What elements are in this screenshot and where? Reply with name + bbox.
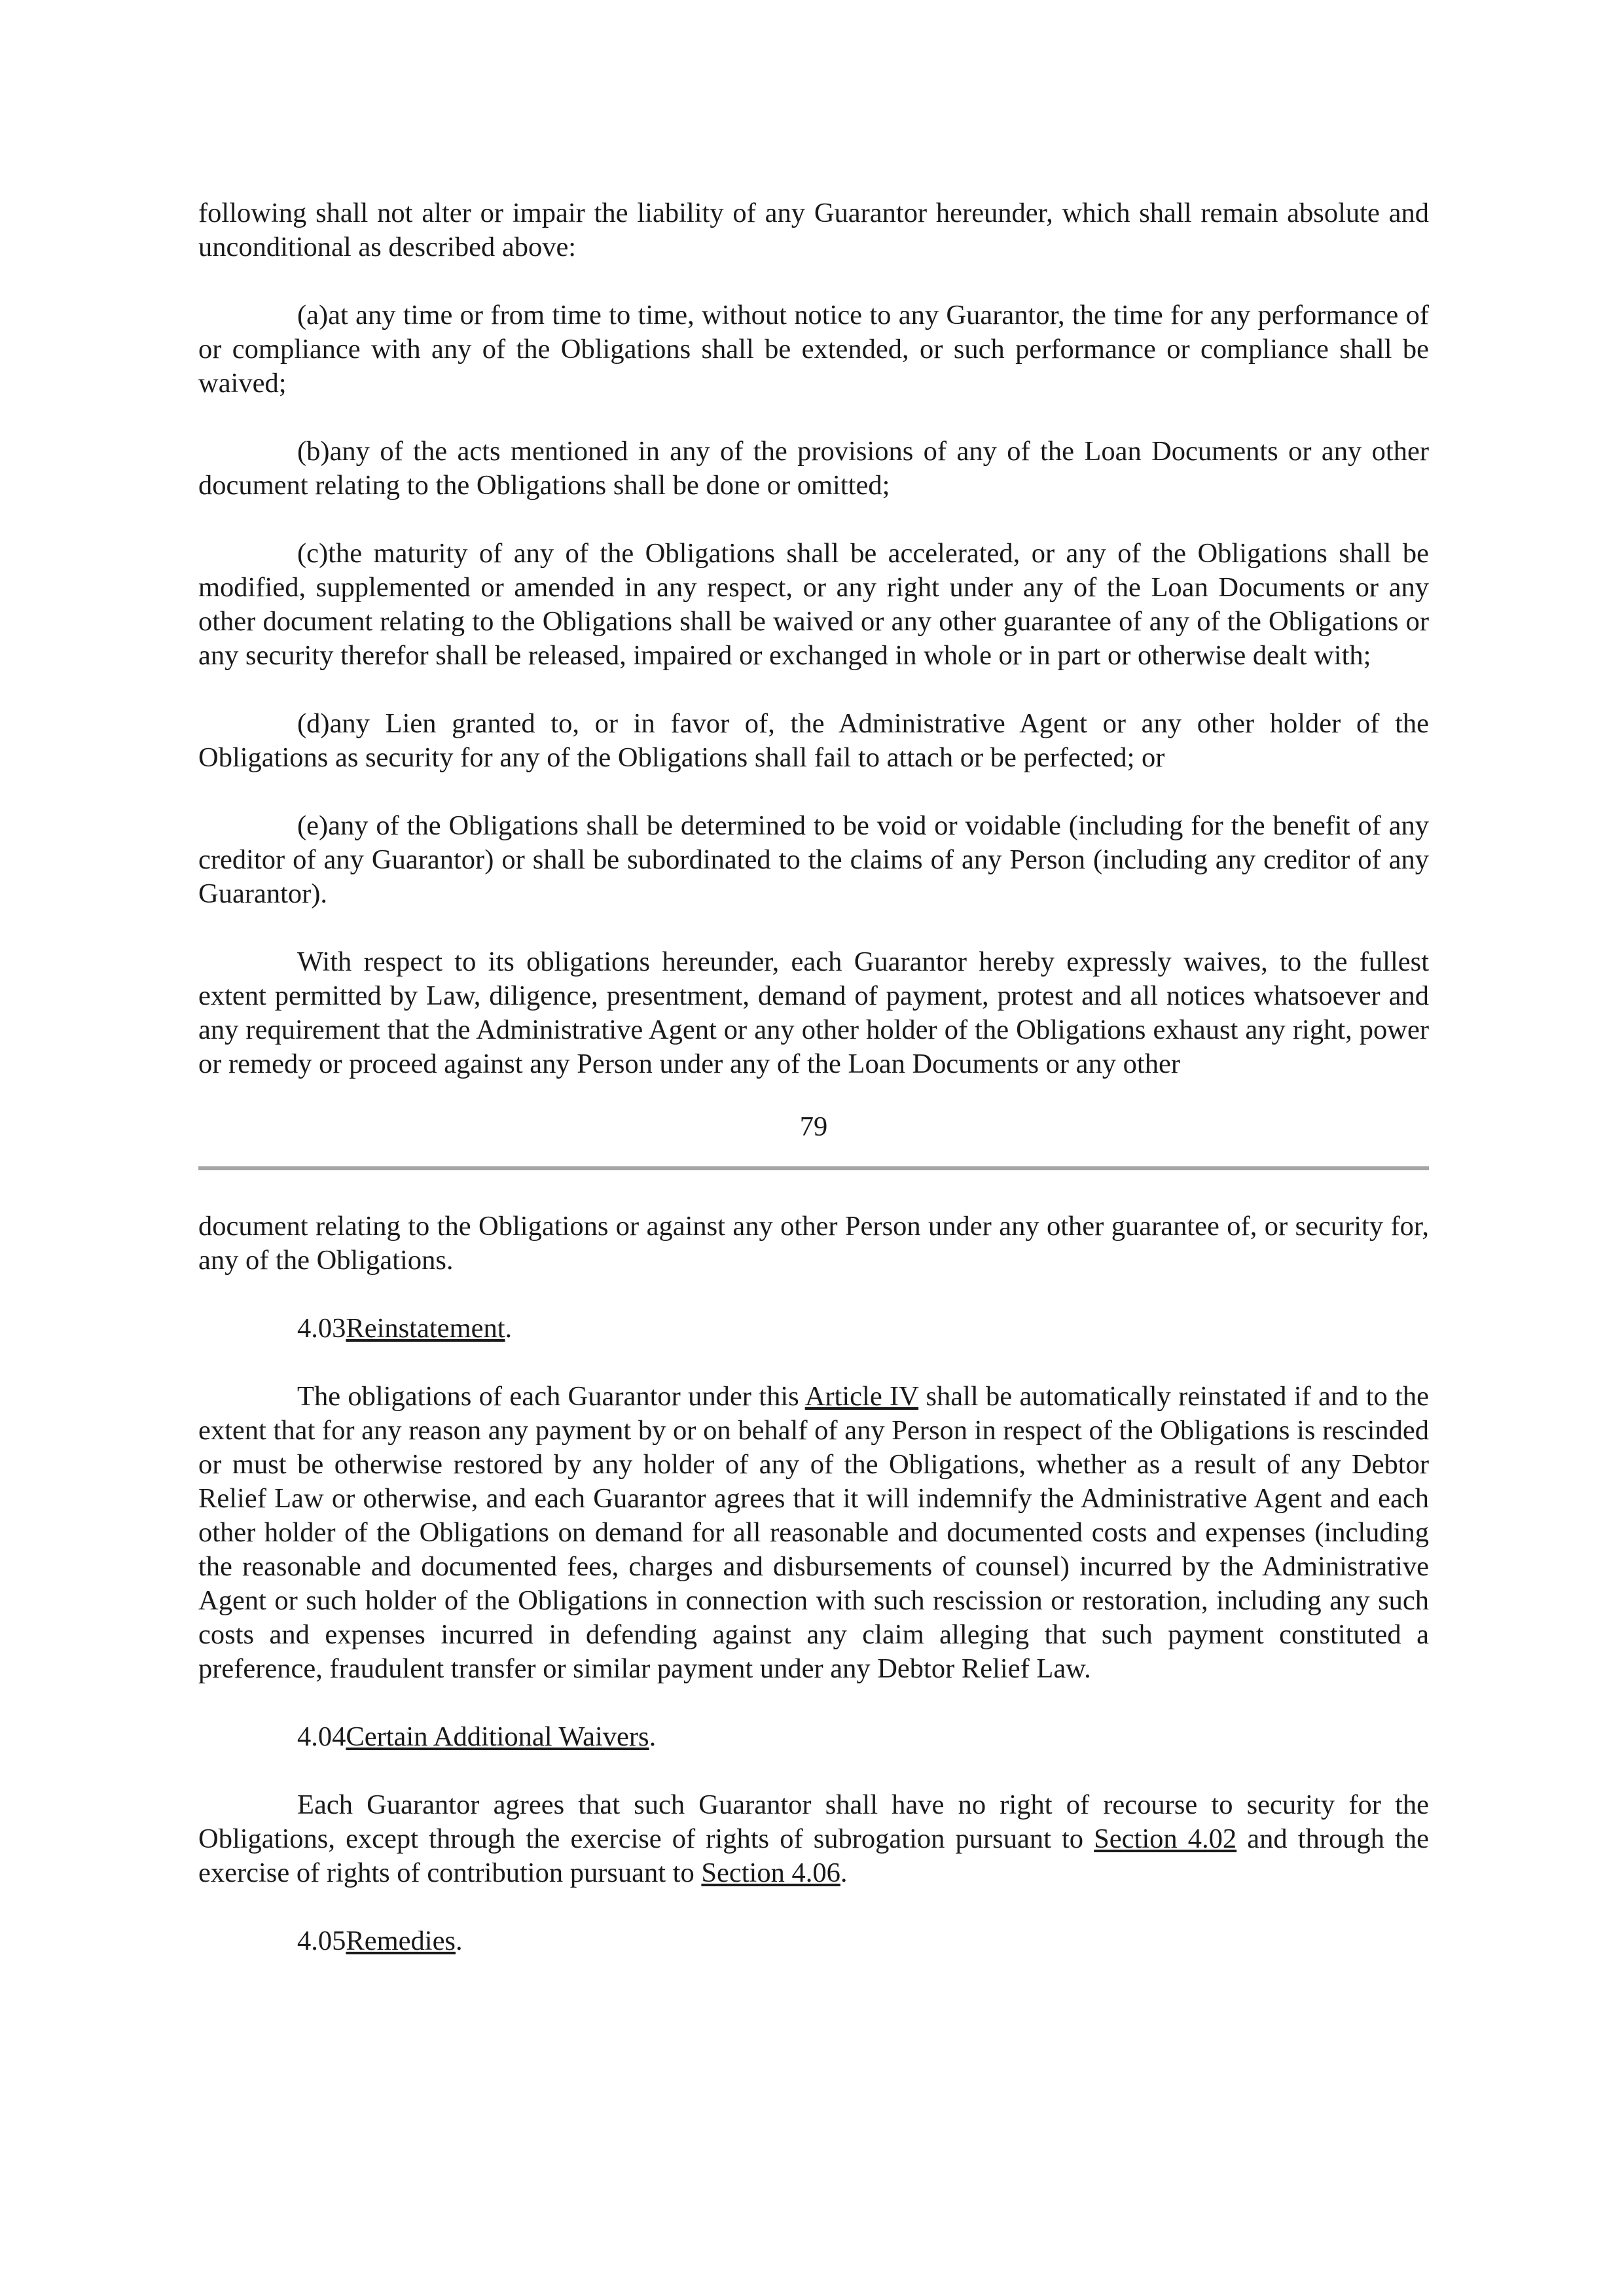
lead-paragraph: following shall not alter or impair the liability of any Guarantor hereunder, which shall remain absolute and unconditional as described above: — [198, 198, 1429, 262]
clause-label: (b) — [297, 436, 330, 467]
page-number: 79 — [799, 1111, 828, 1142]
section-number: 4.03 — [297, 1313, 346, 1344]
article-iv-link[interactable]: Article IV — [804, 1381, 919, 1412]
clause-label: (a) — [297, 300, 329, 331]
heading-period: . — [455, 1926, 463, 1956]
section-4-03-body — [198, 1380, 1429, 1686]
document-page — [198, 196, 1429, 1992]
section-heading-4-05 — [198, 1924, 1429, 1958]
clause-label: (d) — [297, 708, 330, 739]
section-number: 4.04 — [297, 1721, 346, 1752]
section-heading-4-04 — [198, 1720, 1429, 1754]
clause-text: the maturity of any of the Obligations shall be accelerated, or any of the Obligations shall be modified, supplemented or amended in any respect, or any right under any of the Loan Documents or any other document relating to the Obligations shall be waived or any other guarantee of any of the Obligations or any security therefor shall be released, impaired or exchanged in whole or in part or otherwise dealt with; — [198, 538, 1429, 671]
body-text: shall be automatically reinstated if and to the extent that for any reason any payment by or on behalf of any Person in respect of the Obligations is rescinded or must be otherwise restored by any holder of any of the Obligations, whether as a result of any Debtor Relief Law or otherwise, and each Guarantor agrees that it will indemnify the Administrative Agent and each other holder of the Obligations on demand for all reasonable and documented costs and expenses (including the reasonable and documented fees, charges and disbursements of counsel) incurred by the Administrative Agent or such holder of the Obligations in connection with such rescission or restoration, including any such costs and expenses incurred in defending against any claim alleging that such payment constituted a preference, fraudulent transfer or similar payment under any Debtor Relief Law. — [198, 1381, 1430, 1684]
clause-d — [198, 707, 1429, 775]
clause-text: any of the Obligations shall be determined to be void or voidable (including for the benefit of any creditor of any Guarantor) or shall be subordinated to the claims of any Person (including any creditor of any Guarantor). — [198, 810, 1429, 909]
body-text: and through the exercise of rights of contribution pursuant to — [198, 1823, 1429, 1888]
clause-label: (e) — [297, 810, 329, 841]
section-title: Reinstatement — [346, 1313, 505, 1344]
section-title: Certain Additional Waivers — [346, 1721, 649, 1752]
body-text: Each Guarantor agrees that such Guarantor shall have no right of recourse to security for the Obligations, except through the exercise of rights of subrogation pursuant to — [198, 1789, 1429, 1854]
heading-period: . — [505, 1313, 513, 1344]
section-title: Remedies — [346, 1926, 456, 1956]
clause-a — [198, 298, 1429, 401]
clause-e — [198, 809, 1429, 911]
clause-b — [198, 435, 1429, 503]
section-heading-4-03 — [198, 1312, 1429, 1346]
waiver-paragraph: With respect to its obligations hereunder, each Guarantor hereby expressly waives, to the fullest extent permitted by Law, diligence, presentment, demand of payment, protest and all notices whatsoever and any requirement that the Administrative Agent or any other holder of the Obligations exhaust any right, power or remedy or proceed against any Person under any of the Loan Documents or any other — [198, 946, 1429, 1079]
clause-text: any of the acts mentioned in any of the provisions of any of the Loan Documents or any other document relating to the Obligations shall be done or omitted; — [198, 436, 1429, 501]
heading-period: . — [649, 1721, 657, 1752]
section-4-02-link[interactable]: Section 4.02 — [1094, 1823, 1237, 1854]
continuation-paragraph: document relating to the Obligations or against any other Person under any other guarantee of, or security for, any of the Obligations. — [198, 1211, 1429, 1276]
body-text: . — [840, 1857, 848, 1888]
clause-text: any Lien granted to, or in favor of, the Administrative Agent or any other holder of the Obligations as security for any of the Obligations shall fail to attach or be perfected; or — [198, 708, 1429, 773]
clause-label: (c) — [297, 538, 329, 569]
page-break-divider — [198, 1166, 1429, 1170]
clause-c — [198, 537, 1429, 673]
clause-text: at any time or from time to time, without notice to any Guarantor, the time for any performance of or compliance with any of the Obligations shall be extended, or such performance or compliance shall be waived; — [198, 300, 1429, 399]
section-4-04-body — [198, 1788, 1429, 1890]
body-text: The obligations of each Guarantor under this — [297, 1381, 805, 1412]
section-number: 4.05 — [297, 1926, 346, 1956]
section-4-06-link[interactable]: Section 4.06 — [701, 1857, 840, 1888]
